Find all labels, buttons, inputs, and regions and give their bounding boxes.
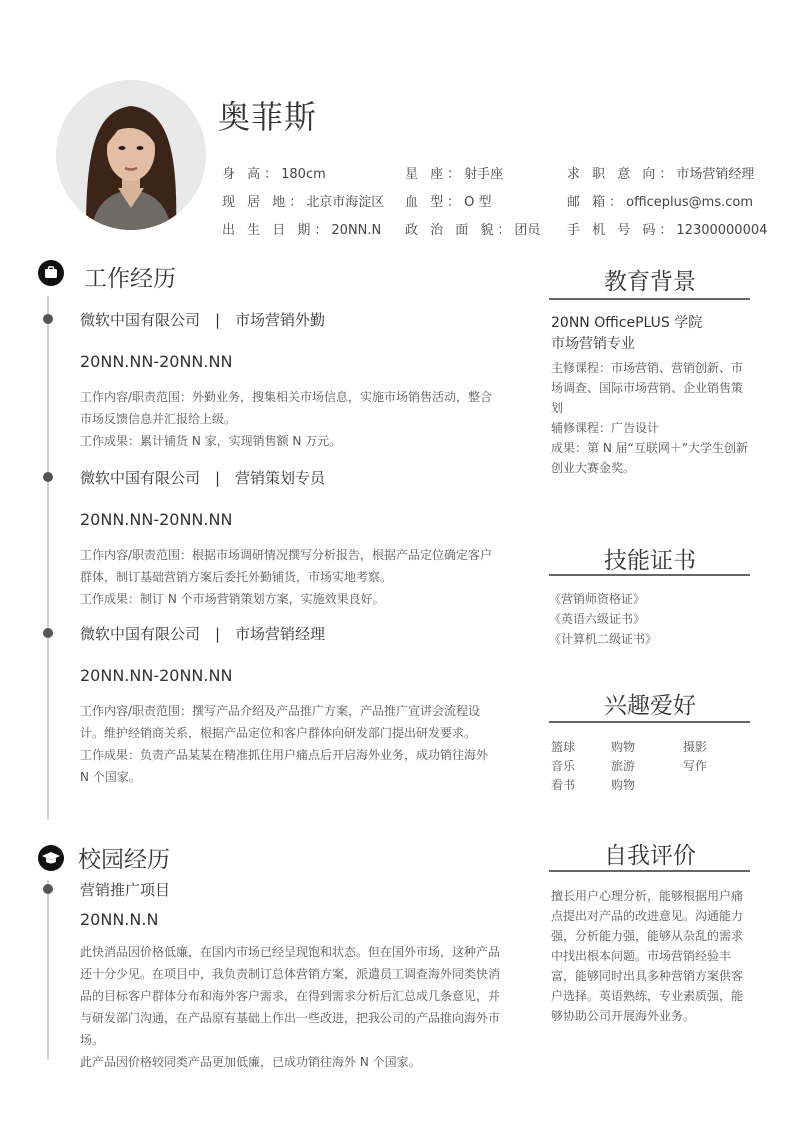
- job-description: [80, 700, 500, 788]
- job-heading: 微软中国有限公司 | 市场营销外勤: [80, 311, 326, 329]
- candidate-name: 奥菲斯: [218, 98, 318, 136]
- info-birth-date: 出 生 日 期：20NN.N: [222, 223, 382, 238]
- hobby-item: 购物: [611, 778, 636, 792]
- timeline-dot: [43, 628, 53, 638]
- self-eval-divider: [549, 870, 750, 872]
- job-description: [80, 544, 500, 610]
- education-main-courses: 主修课程：市场营销、营销创新、市场调查、国际市场营销、企业销售策划: [551, 361, 744, 415]
- info-email: 邮 箱：officeplus@ms.com: [567, 195, 754, 210]
- job-content: 工作内容/职责范围：撰写产品介绍及产品推广方案，产品推广宣讲会流程设计。维护经销商关系，根据产品定位和客户群体向研发部门提出研发要求。: [80, 704, 481, 740]
- education-section-title: 教育背景: [604, 269, 696, 295]
- job-heading: 微软中国有限公司 | 营销策划专员: [80, 469, 326, 487]
- timeline-dot: [43, 472, 53, 482]
- skill-item: 《英语六级证书》: [549, 612, 646, 626]
- project-description: [80, 941, 500, 1073]
- skill-item: 《营销师资格证》: [549, 592, 646, 606]
- self-eval-section-title: 自我评价: [604, 843, 696, 869]
- hobbies-section-title: 兴趣爱好: [604, 693, 696, 719]
- skills-divider: [549, 574, 750, 576]
- education-minor-courses: 辅修课程：广告设计: [551, 421, 660, 435]
- campus-timeline: [47, 880, 49, 1060]
- self-eval-text: 擅长用户心理分析，能够根据用户痛点提出对产品的改进意见。沟通能力强，分析能力强，能够从杂乱的需求中找出根本问题。市场营销经验丰富，能够同时出具多种营销方案供客户选择。英语熟练，专业素质强，能够协助公司开展海外业务。: [551, 889, 744, 1023]
- info-height: 身 高：180cm: [222, 167, 326, 182]
- job-content: 工作内容/职责范围：外勤业务，搜集相关市场信息，实施市场销售活动，整合市场反馈信息并汇报给上级。: [80, 390, 493, 426]
- hobby-item: 摄影: [683, 740, 708, 754]
- job-date: 20NN.NN-20NN.NN: [80, 666, 233, 685]
- education-school: 20NN OfficePLUS 学院: [551, 315, 703, 331]
- job-content: 工作内容/职责范围：根据市场调研情况撰写分析报告，根据产品定位确定客户群体，制订基础营销方案后委托外勤铺货，市场实地考察。: [80, 548, 493, 584]
- graduation-cap-icon: [38, 845, 64, 871]
- info-residence: 现 居 地：北京市海淀区: [222, 195, 385, 210]
- skills-section-title: 技能证书: [604, 548, 696, 574]
- hobby-item: 写作: [683, 759, 708, 773]
- portrait-image: [56, 80, 206, 230]
- project-content: 此快消品因价格低廉，在国内市场已经呈现饱和状态。但在国外市场，这种产品还十分少见。在项目中，我负责制订总体营销方案，派遣员工调查海外同类快消品的目标客户群体分布和海外客户需求，在得到需求分析后汇总成几条意见，并与研发部门沟通，在产品原有基础上作出一些改进，把我公司的产品推向海外市场。: [80, 945, 501, 1047]
- job-date: 20NN.NN-20NN.NN: [80, 510, 233, 529]
- education-details: [551, 358, 751, 478]
- hobbies-grid: [551, 738, 743, 795]
- info-phone: 手 机 号 码：12300000004: [567, 223, 768, 238]
- hobby-item: 音乐: [551, 759, 576, 773]
- hobbies-divider: [549, 721, 750, 723]
- project-name: 营销推广项目: [80, 881, 171, 899]
- job-result: 工作成果：负责产品某某在精准抓住用户痛点后开启海外业务，成功销往海外 N 个国家。: [80, 748, 489, 784]
- hobby-item: 篮球: [551, 740, 576, 754]
- briefcase-icon: [38, 260, 64, 286]
- job-description: [80, 386, 500, 452]
- job-heading: 微软中国有限公司 | 市场营销经理: [80, 625, 326, 643]
- job-date: 20NN.NN-20NN.NN: [80, 352, 233, 371]
- education-major: 市场营销专业: [551, 336, 635, 352]
- timeline-dot: [43, 884, 53, 894]
- work-section-title: 工作经历: [84, 266, 176, 292]
- project-result: 此产品因价格较同类产品更加低廉，已成功销往海外 N 个国家。: [80, 1055, 421, 1069]
- info-zodiac: 星 座：射手座: [405, 167, 504, 182]
- education-achievement: 成果：第 N 届“互联网＋”大学生创新创业大赛金奖。: [551, 441, 749, 475]
- job-result: 工作成果：制订 N 个市场营销策划方案，实施效果良好。: [80, 592, 385, 606]
- hobby-item: 购物: [611, 740, 636, 754]
- avatar: [56, 80, 206, 230]
- hobby-item: 看书: [551, 778, 576, 792]
- skills-list: [549, 589, 749, 649]
- education-divider: [549, 298, 750, 300]
- campus-section-title: 校园经历: [78, 847, 170, 873]
- project-date: 20NN.N.N: [80, 910, 159, 929]
- timeline-dot: [43, 314, 53, 324]
- info-blood-type: 血 型：O 型: [405, 195, 492, 210]
- job-result: 工作成果：累计铺货 N 家，实现销售额 N 万元。: [80, 434, 342, 448]
- info-political-status: 政 治 面 貌：团员: [405, 223, 541, 238]
- skill-item: 《计算机二级证书》: [549, 632, 658, 646]
- info-job-intent: 求 职 意 向：市场营销经理: [567, 167, 755, 182]
- work-timeline: [47, 296, 49, 820]
- hobby-item: 旅游: [611, 759, 636, 773]
